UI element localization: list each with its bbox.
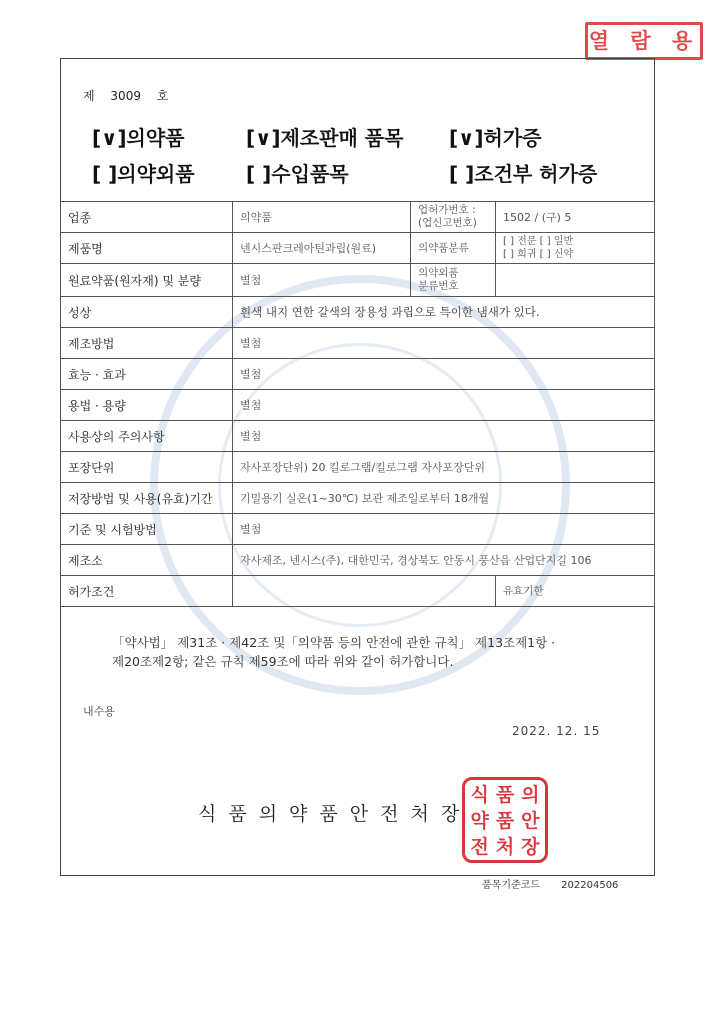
domestic-use-label: 내수용 [83, 705, 115, 718]
cert-suffix: 호 [156, 89, 169, 103]
packaging-value: 자사포장단위) 20 킬로그램/킬로그램 자사포장단위 [233, 452, 655, 483]
license-value: 1502 / (구) 5 [496, 202, 655, 233]
title-import-item: [ ]수입품목 [246, 162, 349, 186]
title-manufacture-item: [∨]제조판매 품목 [246, 126, 404, 150]
cert-number: 3009 [110, 89, 141, 103]
quasi-class-label: 의약외품 분류번호 [411, 264, 496, 297]
row-manufacturer [61, 545, 655, 576]
row-dosage [61, 390, 655, 421]
item-standard-code [482, 876, 618, 891]
legal-statement-line2: 제20조제2항; 같은 규칙 제59조에 따라 위와 같이 허가합니다. [112, 654, 454, 669]
drug-class-line2: [ ] 희귀 [ ] 신약 [503, 249, 574, 260]
row-product [61, 233, 655, 264]
item-code-value: 202204506 [561, 880, 619, 891]
ingredients-value: 별첨 [233, 264, 411, 297]
row-industry [61, 202, 655, 233]
row-precautions [61, 421, 655, 452]
conditions-value [233, 576, 496, 607]
legal-statement-line1: 「약사법」 제31조 · 제42조 및「의약품 등의 안전에 관한 규칙」 제13조제1항 · [112, 635, 556, 650]
manufacturer-value: 자사제조, 넨시스(주), 대한민국, 경상북도 안동시 풍산읍 산업단지길 106 [233, 545, 655, 576]
item-code-label: 품목기준코드 [482, 880, 540, 891]
certificate-number [83, 87, 180, 104]
precautions-value: 별첨 [233, 421, 655, 452]
row-standards [61, 514, 655, 545]
conditions-label: 허가조건 [61, 576, 233, 607]
product-label: 제품명 [61, 233, 233, 264]
row-appearance [61, 297, 655, 328]
title-quasi-drug: [ ]의약외품 [92, 162, 195, 186]
standards-value: 별첨 [233, 514, 655, 545]
row-efficacy [61, 359, 655, 390]
storage-value: 기밀용기 실온(1~30℃) 보관 제조일로부터 18개월 [233, 483, 655, 514]
drug-class-label: 의약품분류 [411, 233, 496, 264]
drug-class-value [496, 233, 655, 264]
drug-class-line1: [ ] 전문 [ ] 일반 [503, 236, 574, 247]
seal-char: 안 [521, 810, 540, 832]
license-label: 업허가번호 : (업신고번호) [411, 202, 496, 233]
manufacture-value: 별첨 [233, 328, 655, 359]
product-value: 넨시스판크레아틴과립(원료) [233, 233, 411, 264]
efficacy-label: 효능 · 효과 [61, 359, 233, 390]
seal-char: 처 [495, 836, 515, 858]
issuer-name: 식품의약품안전처장 [198, 803, 472, 825]
appearance-label: 성상 [61, 297, 233, 328]
row-packaging [61, 452, 655, 483]
manufacturer-label: 제조소 [61, 545, 233, 576]
seal-char: 장 [521, 836, 540, 858]
appearance-value: 흰색 내지 연한 갈색의 장용성 과립으로 특이한 냄새가 있다. [233, 297, 655, 328]
storage-label: 저장방법 및 사용(유효)기간 [61, 483, 233, 514]
legal-statement [112, 633, 632, 671]
packaging-label: 포장단위 [61, 452, 233, 483]
seal-char: 약 [470, 810, 489, 832]
dosage-label: 용법 · 용량 [61, 390, 233, 421]
industry-label: 업종 [61, 202, 233, 233]
viewing-copy-stamp: 열 람 용 [585, 22, 703, 60]
official-seal-stamp [462, 777, 548, 863]
expiry-label: 유효기한 [503, 584, 544, 597]
precautions-label: 사용상의 주의사항 [61, 421, 233, 452]
license-table [60, 201, 655, 607]
efficacy-value: 별첨 [233, 359, 655, 390]
seal-char: 품 [495, 810, 515, 832]
row-ingredients [61, 264, 655, 297]
expiry-cell [496, 576, 655, 607]
row-storage [61, 483, 655, 514]
industry-value: 의약품 [233, 202, 411, 233]
cert-prefix: 제 [83, 89, 95, 103]
title-license: [∨]허가증 [449, 126, 542, 150]
row-conditions [61, 576, 655, 607]
title-drug: [∨]의약품 [92, 126, 185, 150]
seal-char: 전 [470, 836, 489, 858]
seal-char: 식 [470, 784, 489, 806]
manufacture-label: 제조방법 [61, 328, 233, 359]
standards-label: 기준 및 시험방법 [61, 514, 233, 545]
title-conditional-license: [ ]조건부 허가증 [449, 162, 598, 186]
dosage-value: 별첨 [233, 390, 655, 421]
row-manufacture [61, 328, 655, 359]
ingredients-label: 원료약품(원자재) 및 분량 [61, 264, 233, 297]
quasi-class-value [496, 264, 655, 297]
seal-char: 의 [521, 784, 540, 806]
seal-char: 품 [495, 784, 515, 806]
issue-date: 2022. 12. 15 [512, 724, 601, 738]
